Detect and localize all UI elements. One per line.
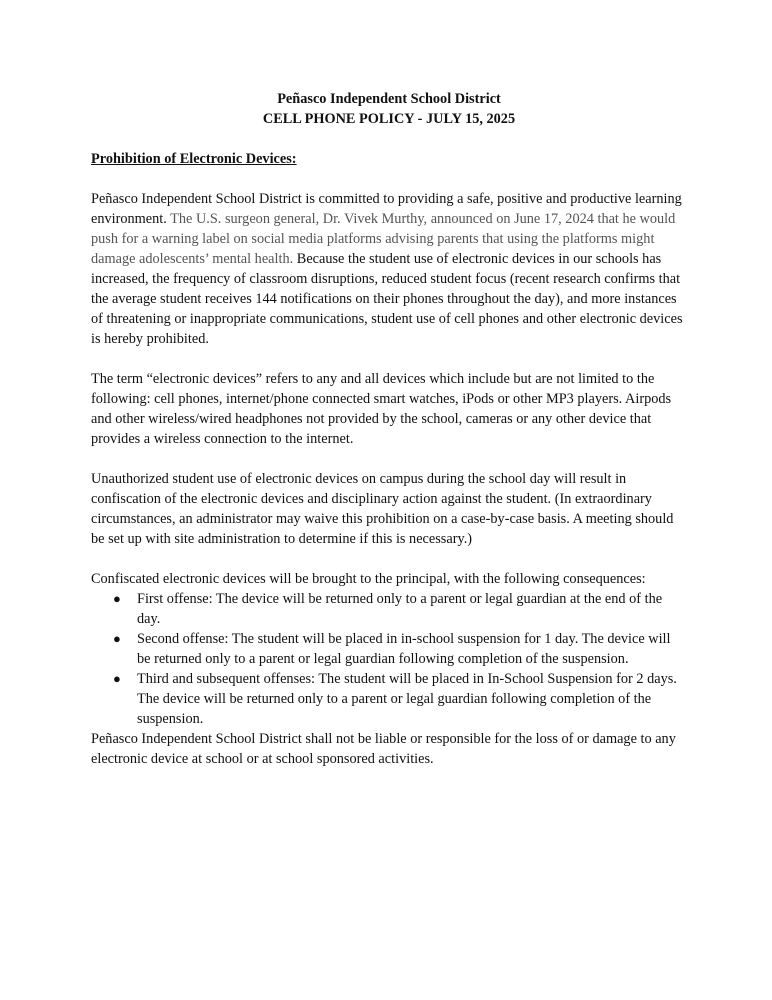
bullet-icon: ● — [113, 631, 121, 646]
paragraph-commitment — [91, 189, 687, 349]
paragraph-commitment-rationale: Because the student use of electronic devices in our schools has increased, the frequency of classroom disruptions, reduced student focus (recent research confirms that the average student receives 144 notifications on their phones throughout the day), and more instances of threatening or inappropriate communications, student use of cell phones and other electronic devices is hereby prohibited. — [91, 251, 683, 347]
paragraph-unauthorized-use: Unauthorized student use of electronic devices on campus during the school day will result in confiscation of the electronic devices and disciplinary action against the student. (In extraordinary circumstances, an administrator may waive this prohibition on a case-by-case basis. A meeting should be set up with site administration to determine if this is necessary.) — [91, 471, 674, 547]
consequence-item-second — [91, 629, 687, 669]
consequences-intro: Confiscated electronic devices will be brought to the principal, with the following consequences: — [91, 571, 646, 587]
surgeon-general-note: The U.S. surgeon general, Dr. Vivek Murthy, announced on June 17, 2024 that he would push for a warning label on social media platforms advising parents that using the platforms might damage adolescents’ mental health. — [91, 211, 676, 267]
bullet-icon: ● — [113, 671, 121, 686]
policy-title: CELL PHONE POLICY - JULY 15, 2025 — [262, 111, 516, 127]
consequence-text: Second offense: The student will be placed in in-school suspension for 1 day. The device will be returned only to a parent or legal guardian following completion of the suspension. — [137, 631, 671, 667]
consequence-text: Third and subsequent offenses: The student will be placed in In-School Suspension for 2 days. The device will be returned only to a parent or legal guardian following completion of the suspension. — [137, 671, 677, 727]
paragraph-commitment-intro: Peñasco Independent School District is committed to providing a safe, positive and productive learning environment. — [91, 191, 682, 227]
paragraph-definition: The term “electronic devices” refers to any and all devices which include but are not limited to the following: cell phones, internet/phone connected smart watches, iPods or other MP3 players. Airpods and other wireless/wired headphones not provided by the school, cameras or any other device that provides a wireless connection to the internet. — [91, 371, 672, 447]
consequence-text: First offense: The device will be returned only to a parent or legal guardian at the end of the day. — [137, 591, 663, 627]
consequence-item-third — [91, 669, 687, 729]
section-heading: Prohibition of Electronic Devices: — [91, 151, 297, 167]
liability-statement: Peñasco Independent School District shall not be liable or responsible for the loss of or damage to any electronic device at school or at school sponsored activities. — [91, 731, 676, 767]
consequences-section — [91, 569, 687, 729]
document-title-block — [91, 89, 687, 129]
document-body — [91, 89, 687, 769]
district-name: Peñasco Independent School District — [277, 91, 501, 107]
consequence-item-first — [91, 589, 687, 629]
consequences-list — [91, 589, 687, 729]
bullet-icon: ● — [113, 591, 121, 606]
